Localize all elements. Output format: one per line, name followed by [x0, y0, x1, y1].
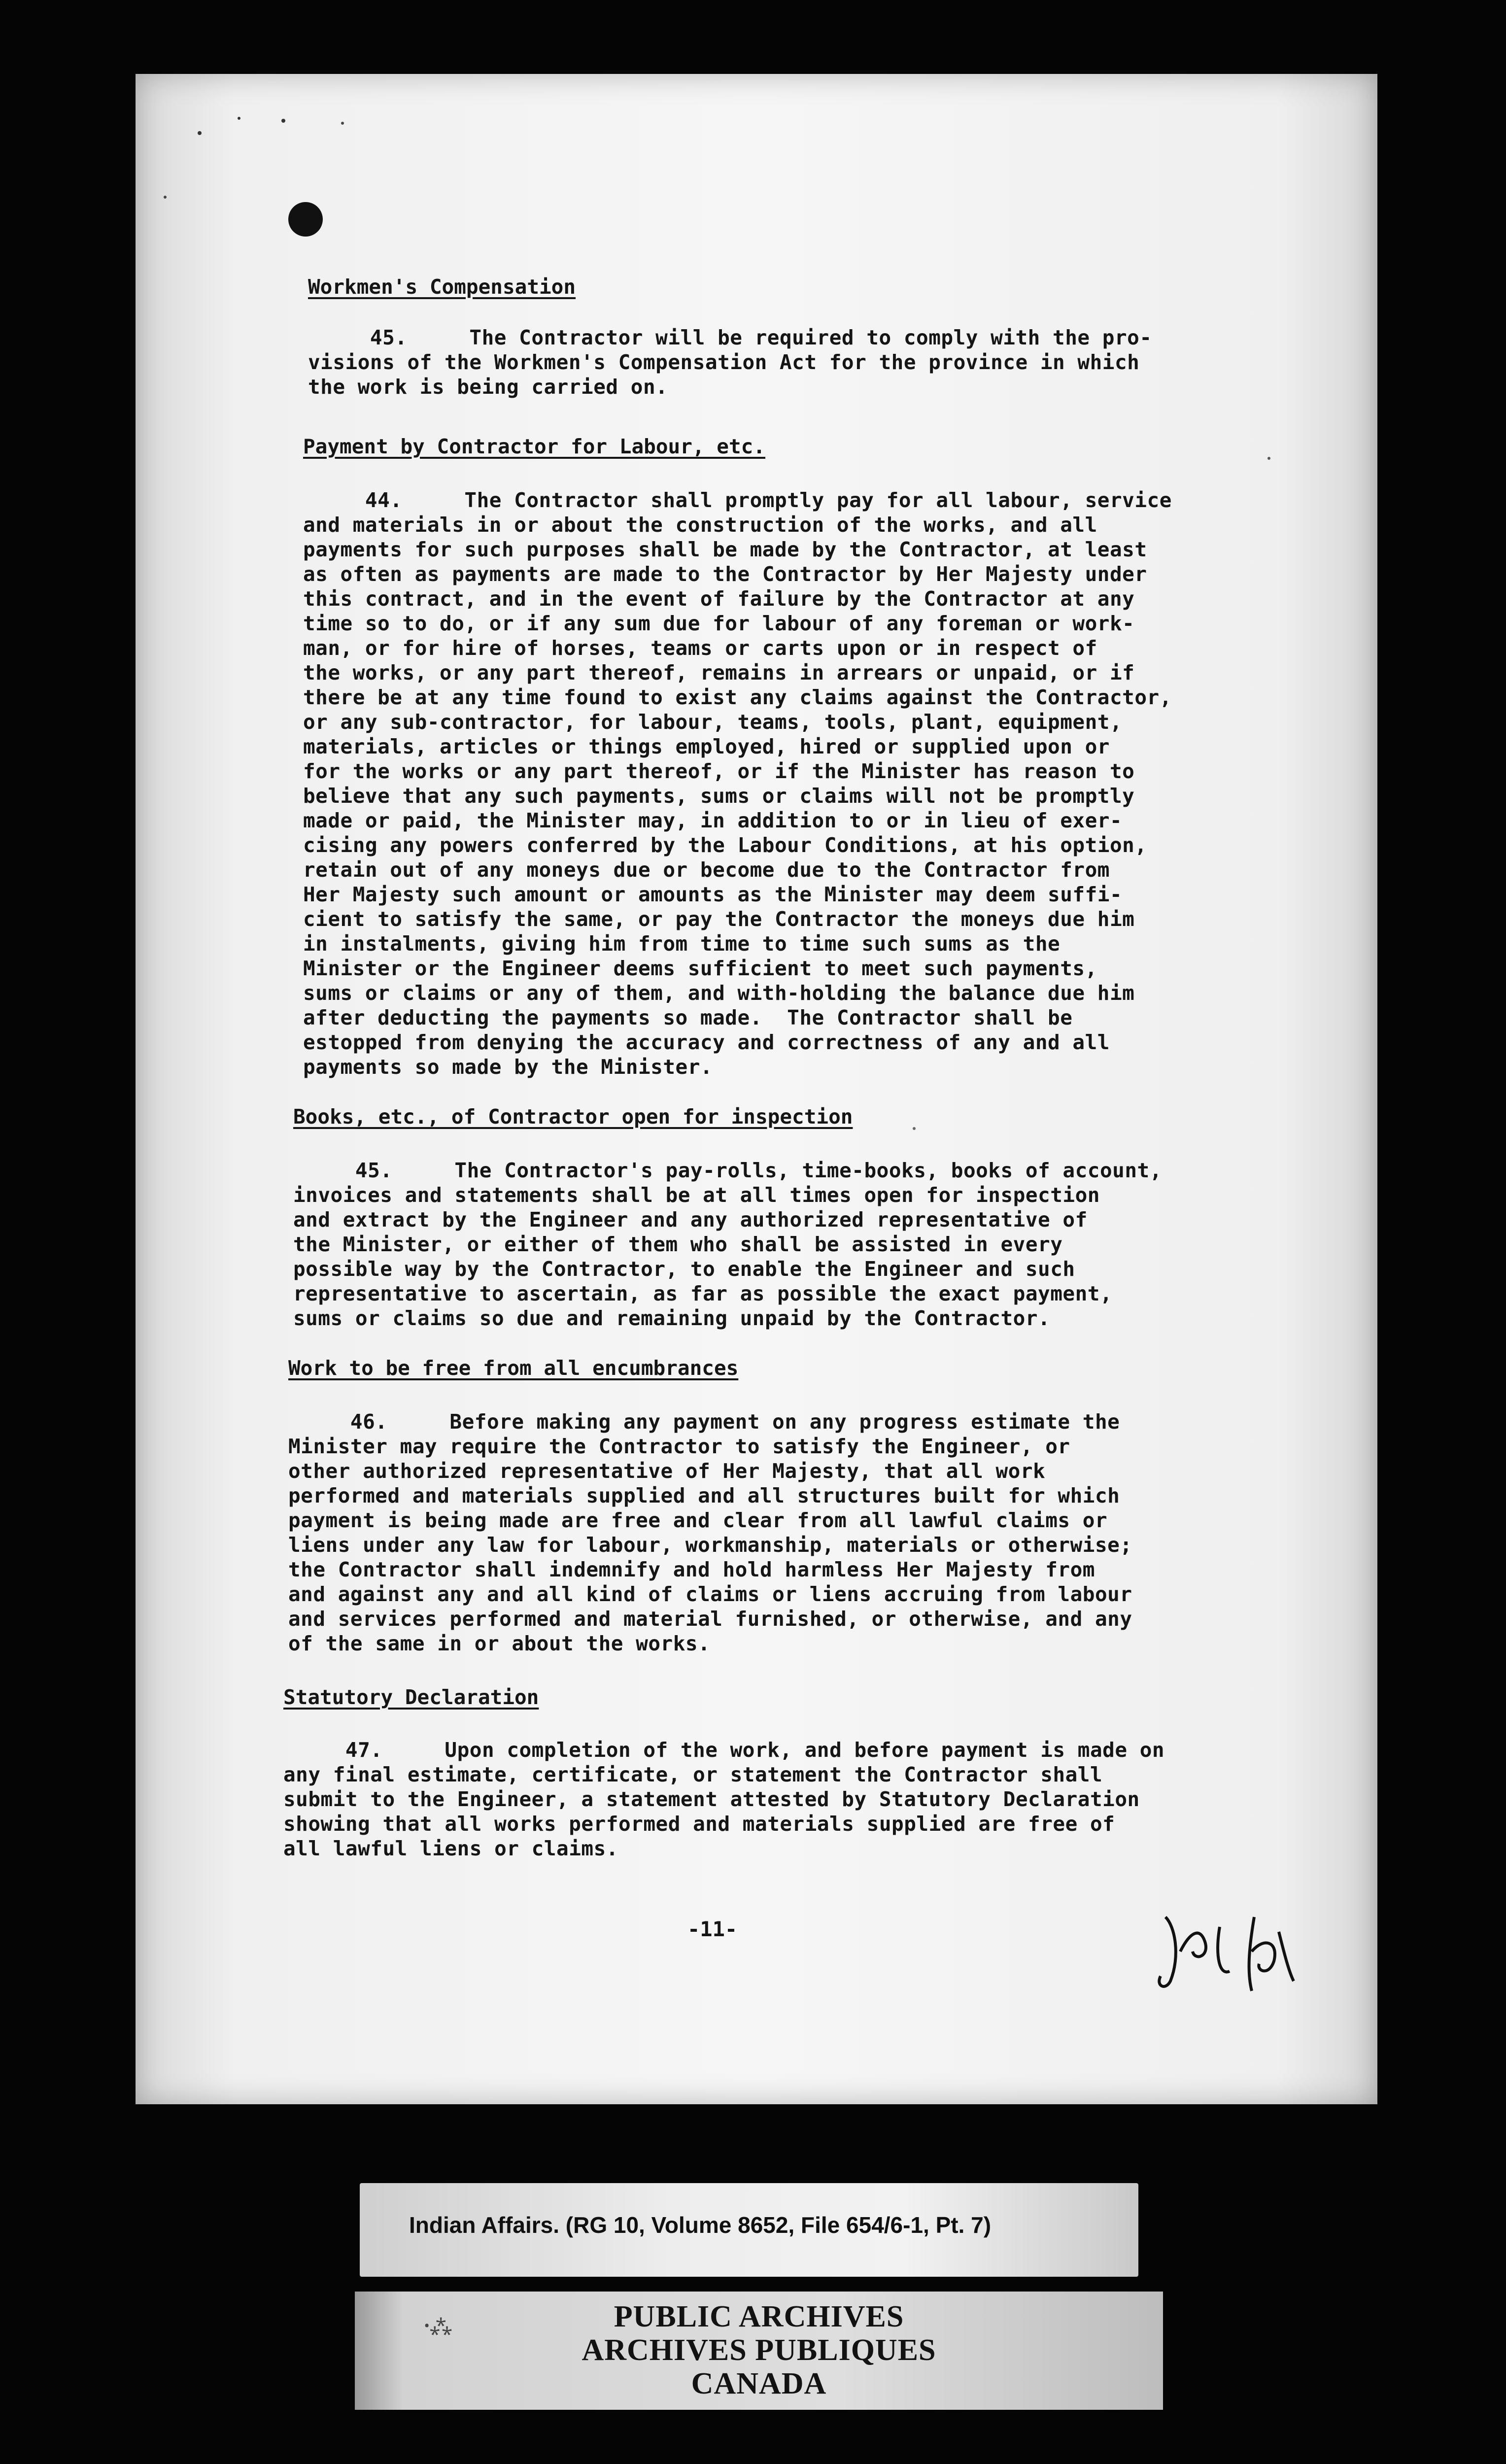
heading-statutory-declaration: Statutory Declaration [283, 1685, 539, 1709]
heading-books-open-for-inspection: Books, etc., of Contractor open for inspection [293, 1105, 853, 1129]
handwritten-initials [1146, 1897, 1308, 2001]
page-number: -11- [687, 1917, 738, 1941]
stamp-mark-icon: ꞏ⁂ [424, 2315, 452, 2337]
paragraph-47-statutory-declaration: 47. Upon completion of the work, and before payment is made on any final estimate, certificate, or statement the Contractor shall submit to the Engineer, a statement attested by Statutory Declaration showing that all works performed and materials supplied are free of all lawful liens or claims. [283, 1738, 1165, 1860]
heading-work-free-from-encumbrances: Work to be free from all encumbrances [288, 1356, 739, 1380]
paragraph-44-payment: 44. The Contractor shall promptly pay for all labour, service and materials in or about the construction of the works, and all payments for such purposes shall be made by the Contractor, at least as often as payments are made to the Contractor by Her Majesty under this contract, and in the event of failure by the Contractor at any time so to do, or if any sum due for labour of any foreman or work- man, or for hire of horses, teams or carts upon or in respect of the works, or any part thereof, remains in arrears or unpaid, or if there be at any time found to exist any claims against the Contractor, or any sub-contractor, for labour, teams, tools, plant, equipment, materials, articles or things employed, hired or supplied upon or for the works or any part thereof, or if the Minister has reason to believe that any such payments, sums or claims will not be promptly made or paid, the Minister may, in addition to or in lieu of exer- cising any powers conferred by the Labour Conditions, at his option, retain out of any moneys due or become due to the Contractor from Her Majesty such amount or amounts as the Minister may deem suffi- cient to satisfy the same, or pay the Contractor the moneys due him in instalments, giving him from time to time such sums as the Minister or the Engineer deems sufficient to meet such payments, sums or claims or any of them, and with-holding the balance due him after deducting the payments so made. The Contractor shall be estopped from denying the accuracy and correctness of any and all payments so made by the Minister. [303, 488, 1172, 1079]
heading-workmens-compensation: Workmen's Compensation [308, 275, 576, 299]
stamp-line-archives-publiques: ARCHIVES PUBLIQUES [582, 2333, 936, 2367]
document-page [136, 74, 1377, 2104]
paragraph-45-workmens-compensation: 45. The Contractor will be required to comply with the pro- visions of the Workmen's Compensation Act for the province in which the work is being carried on. [308, 326, 1152, 399]
paragraph-46-encumbrances: 46. Before making any payment on any progress estimate the Minister may require the Contractor to satisfy the Engineer, or other authorized representative of Her Majesty, that all work performed and materials supplied and all structures built for which payment is being made are free and clear from all lawful claims or liens under any law for labour, workmanship, materials or otherwise; the Contractor shall indemnify and hold harmless Her Majesty from and against any and all kind of claims or liens accruing from labour and services performed and material furnished, or otherwise, and any of the same in or about the works. [288, 1410, 1132, 1655]
punch-hole [288, 202, 323, 237]
stamp-line-canada: CANADA [691, 2367, 827, 2400]
paragraph-45-books: 45. The Contractor's pay-rolls, time-books, books of account, invoices and statements shall be at all times open for inspection and extract by the Engineer and any authorized representative of the Minister, or either of them who shall be assisted in every possible way by the Contractor, to enable the Engineer and such representative to ascertain, as far as possible the exact payment, sums or claims so due and remaining unpaid by the Contractor. [293, 1159, 1162, 1330]
heading-payment-by-contractor: Payment by Contractor for Labour, etc. [303, 435, 765, 458]
stamp-line-public-archives: PUBLIC ARCHIVES [614, 2300, 904, 2333]
reference-text: Indian Affairs. (RG 10, Volume 8652, File 654/6-1, Pt. 7) [409, 2212, 992, 2238]
archive-stamp [355, 2292, 1163, 2410]
archive-reference-label [360, 2183, 1138, 2277]
